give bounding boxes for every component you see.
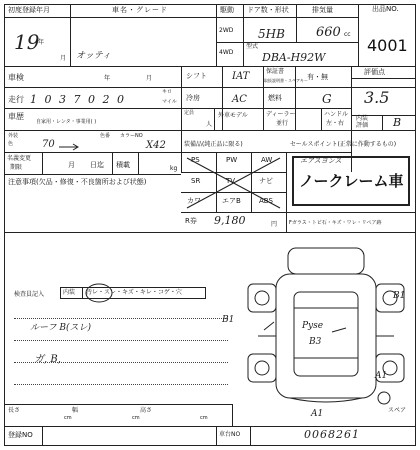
shaken-label: 車検	[8, 73, 24, 82]
shaken-month: 月	[146, 75, 153, 82]
circle-mark-icon	[84, 282, 116, 304]
equip-item: カワ	[187, 197, 201, 205]
condition-list: 汚レ・スレ・キズ・キレ・コゲ・穴	[86, 289, 182, 296]
rule	[286, 152, 287, 232]
note-line	[14, 318, 228, 319]
rule	[4, 232, 416, 233]
deadline-label: 期限	[10, 164, 23, 171]
rule	[232, 404, 233, 426]
rule	[4, 426, 416, 427]
spare-label: スペア	[388, 407, 407, 414]
deadline-day: 日迄	[90, 161, 104, 169]
lot-label: 出品NO.	[372, 5, 399, 13]
note-line	[14, 384, 228, 385]
load-label: 積載	[116, 161, 130, 169]
rule	[296, 4, 297, 42]
drive-4wd: 4WD	[219, 49, 234, 56]
fuel-value: G	[322, 92, 332, 106]
mileage-value: 1 0 3 7 0 2 0	[30, 93, 126, 106]
drive-2wd: 2WD	[219, 27, 234, 34]
model-label: 型式	[246, 43, 259, 50]
capacity-label: 定員	[184, 110, 195, 116]
equip-item: ABS	[259, 197, 273, 205]
model-value: DBA-H92W	[262, 51, 326, 64]
color-label-bottom: 色	[8, 141, 14, 147]
rule	[4, 404, 232, 405]
rule	[214, 108, 215, 130]
height-unit: cm	[200, 415, 208, 421]
selling-point-label: セールスポイント(正常に作動するもの)	[290, 141, 397, 148]
rule	[4, 108, 351, 109]
equip-item: PS	[191, 156, 200, 164]
reg-no-label: 登録NO	[8, 431, 33, 439]
rule	[243, 4, 244, 66]
name-change-label: 名義変更	[7, 155, 32, 162]
width-unit: cm	[132, 415, 140, 421]
rule	[250, 426, 251, 446]
length-unit: cm	[64, 415, 72, 421]
damage-a1-bottom: A1	[311, 409, 324, 419]
interior-value: B	[393, 116, 402, 129]
handle-label: ハンドル	[324, 111, 349, 118]
rule	[181, 212, 286, 213]
rule	[4, 66, 416, 67]
inspector-label: 検査員記入	[14, 291, 45, 298]
yen-unit: 円	[271, 221, 278, 228]
color-no-label-2: カラーNO	[120, 133, 143, 139]
rule	[263, 66, 264, 130]
glass-footer: Fガラス・トビ石・キズ・ワレ・リペア跡	[289, 220, 382, 226]
damage-b3: B3	[309, 337, 322, 347]
color-no-label: 色番	[100, 133, 111, 139]
ext-model-label: 外車モデル	[218, 112, 248, 119]
warranty-label: 保証書	[266, 68, 285, 75]
doors-label: ドア数・形状	[247, 6, 289, 14]
arrow-icon	[58, 143, 80, 151]
month-unit: 月	[60, 55, 67, 62]
equip-item: ナビ	[259, 177, 273, 185]
no-claim-text: ノークレーム車	[299, 172, 404, 190]
damage-b1-right: B1	[393, 291, 406, 301]
rule	[70, 4, 71, 66]
history-sub: 自家用・レンタ・事業用( )	[36, 119, 97, 125]
car-name-label: 車名・グレード	[112, 6, 168, 14]
inspector-interior-label: 内装	[63, 289, 76, 296]
grade-label: 評価点	[364, 68, 385, 76]
selling-point-small: エアスヨンス	[300, 157, 342, 165]
rule	[295, 66, 296, 130]
equip-item: PW	[226, 156, 238, 164]
mileage-label: 走行	[8, 95, 24, 104]
doors-value: 5HB	[258, 27, 285, 41]
capacity-unit: 人	[206, 121, 213, 128]
fuel-label: 燃料	[268, 94, 282, 102]
displacement-label: 排気量	[312, 6, 333, 14]
color-no-value: X42	[146, 140, 166, 151]
inspector-note-2: ガ, B,	[34, 354, 61, 365]
handle-value: 左・右	[326, 120, 345, 127]
rule	[4, 130, 351, 131]
rule	[4, 174, 181, 175]
shift-label: シフト	[186, 72, 207, 80]
rule	[222, 66, 223, 130]
r-ticket-value: 9,180	[214, 214, 246, 227]
history-label: 車歴	[8, 112, 24, 121]
notes-label: 注意事項(欠品・修復・不良箇所および状態)	[8, 178, 147, 186]
equip-item: TV	[226, 177, 236, 185]
mile-label: マイル	[162, 99, 177, 105]
interior-label: 内装	[356, 115, 369, 122]
chassis-value: 0068261	[304, 428, 360, 441]
drive-label: 駆動	[220, 6, 234, 14]
car-name-value: オッティ	[76, 51, 112, 61]
rule	[4, 87, 416, 88]
rule	[358, 4, 359, 66]
damage-b1-left: B1	[222, 315, 235, 325]
load-unit: kg	[170, 165, 178, 172]
length-label: 長さ	[8, 407, 21, 414]
rule	[4, 152, 181, 153]
year-unit: 年	[38, 39, 45, 46]
note-line	[14, 340, 228, 341]
r-ticket-label: R券	[185, 217, 197, 225]
rule	[321, 108, 322, 130]
first-reg-label: 初度登録年月	[8, 6, 50, 14]
width-label: 幅	[72, 407, 79, 414]
rule	[42, 152, 43, 174]
shaken-year: 年	[104, 75, 111, 82]
color-value: 70	[42, 139, 55, 150]
rule	[42, 426, 43, 446]
rule	[4, 17, 358, 18]
chassis-label: 車台NO	[219, 431, 241, 438]
ac-label: 冷房	[186, 94, 200, 102]
rule	[351, 130, 416, 131]
deadline-month: 月	[68, 161, 75, 169]
warranty-value: 有・無	[307, 73, 328, 81]
inspector-note-1: ルーフ B(スレ)	[30, 323, 92, 333]
equip-item: AW	[261, 156, 273, 164]
damage-a1-mid: A1	[375, 371, 388, 381]
damage-pyse: Pyse	[302, 321, 324, 331]
rule	[351, 78, 416, 79]
rule	[216, 42, 243, 43]
rule	[243, 42, 358, 43]
warranty-sub: 取扱説明書・スペアキー	[264, 78, 308, 83]
equip-item: エアB	[222, 197, 241, 205]
interior-label-2: 評価	[356, 122, 369, 129]
rule	[216, 4, 217, 66]
equip-item: SR	[191, 177, 201, 185]
dealer-sub: 並行	[276, 120, 289, 127]
rule	[286, 212, 416, 213]
dealer-label: ディーラー	[266, 111, 296, 118]
cc-unit: cc	[344, 31, 351, 38]
height-label: 高さ	[140, 407, 153, 414]
rule	[382, 115, 383, 130]
ac-value: AC	[232, 94, 247, 105]
cc-value: 660	[316, 25, 341, 40]
rule	[112, 152, 113, 174]
rule	[216, 426, 217, 446]
rule	[82, 287, 83, 299]
shift-value: IAT	[232, 71, 250, 82]
rule	[138, 152, 139, 174]
year-value: 19	[14, 30, 40, 54]
grade-value: 3.5	[364, 88, 390, 107]
lot-number: 4001	[367, 36, 408, 55]
color-label-top: 外装	[8, 133, 19, 139]
km-label: キロ	[162, 89, 173, 95]
equipment-header: 装備品(純正品に限る)	[184, 141, 243, 148]
